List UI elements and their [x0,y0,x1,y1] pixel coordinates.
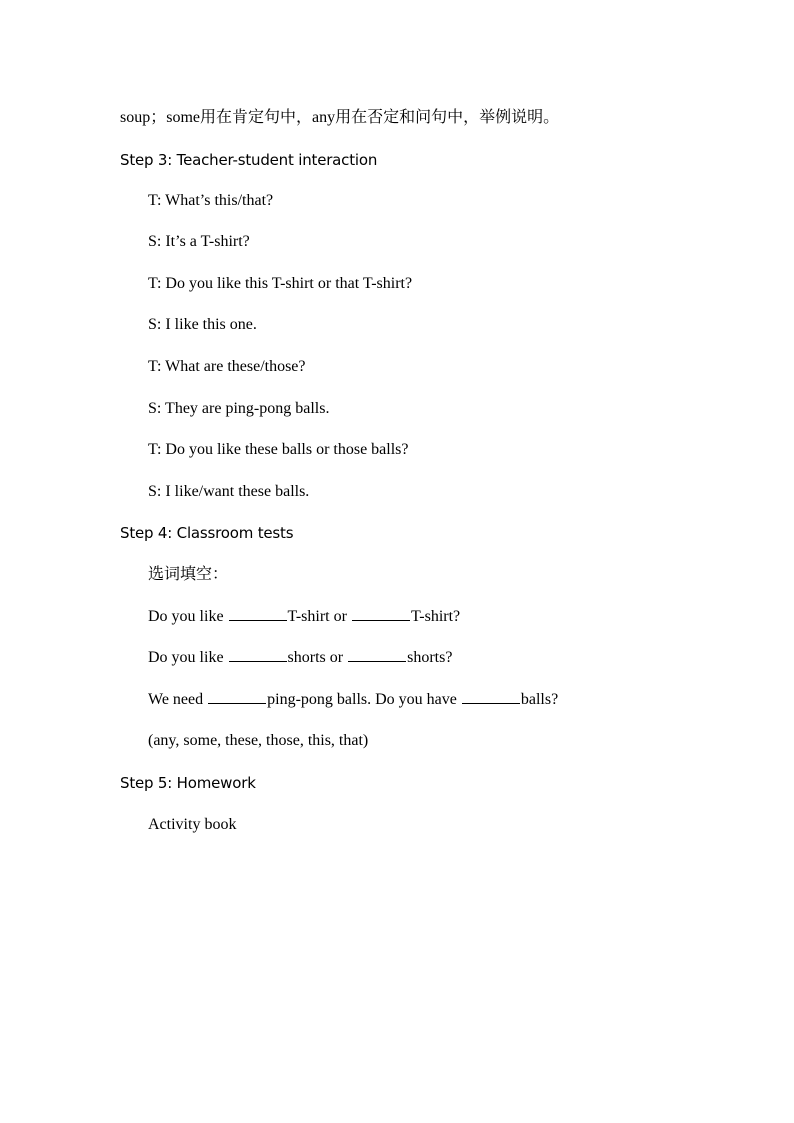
answer-blank[interactable] [348,660,406,662]
dialogue-line: S: They are ping-pong balls. [148,400,330,417]
question-text: T-shirt or [287,608,351,625]
test-question-1 [148,607,460,627]
answer-blank[interactable] [229,660,287,662]
test-instruction: 选词填空： [148,566,229,583]
intro-line: soup；some用在肯定句中，any用在否定和问句中，举例说明。 [120,109,560,126]
answer-blank[interactable] [208,702,266,704]
step4-heading: Step 4: Classroom tests [120,524,294,542]
question-text: Do you like [148,608,228,625]
word-options: (any, some, these, those, this, that) [148,732,369,749]
question-text: We need [148,691,208,708]
question-text: balls? [520,691,559,708]
test-question-3 [148,690,558,710]
dialogue-line: S: I like this one. [148,316,257,333]
step5-heading: Step 5: Homework [120,774,256,792]
dialogue-line: T: Do you like these balls or those balls? [148,441,409,458]
dialogue-line: S: I like/want these balls. [148,483,310,500]
dialogue-line: T: Do you like this T-shirt or that T-shirt? [148,275,413,292]
answer-blank[interactable] [229,619,287,621]
test-question-2 [148,648,452,668]
question-text: shorts or [287,649,348,666]
answer-blank[interactable] [352,619,410,621]
dialogue-line: T: What’s this/that? [148,192,274,209]
dialogue-line: S: It’s a T-shirt? [148,233,250,250]
question-text: Do you like [148,649,228,666]
question-text: T-shirt? [410,608,461,625]
step3-heading: Step 3: Teacher-student interaction [120,151,378,169]
homework-task: Activity book [148,816,237,833]
answer-blank[interactable] [462,702,520,704]
dialogue-line: T: What are these/those? [148,358,306,375]
question-text: shorts? [407,649,453,666]
question-text: ping-pong balls. Do you have [267,691,461,708]
